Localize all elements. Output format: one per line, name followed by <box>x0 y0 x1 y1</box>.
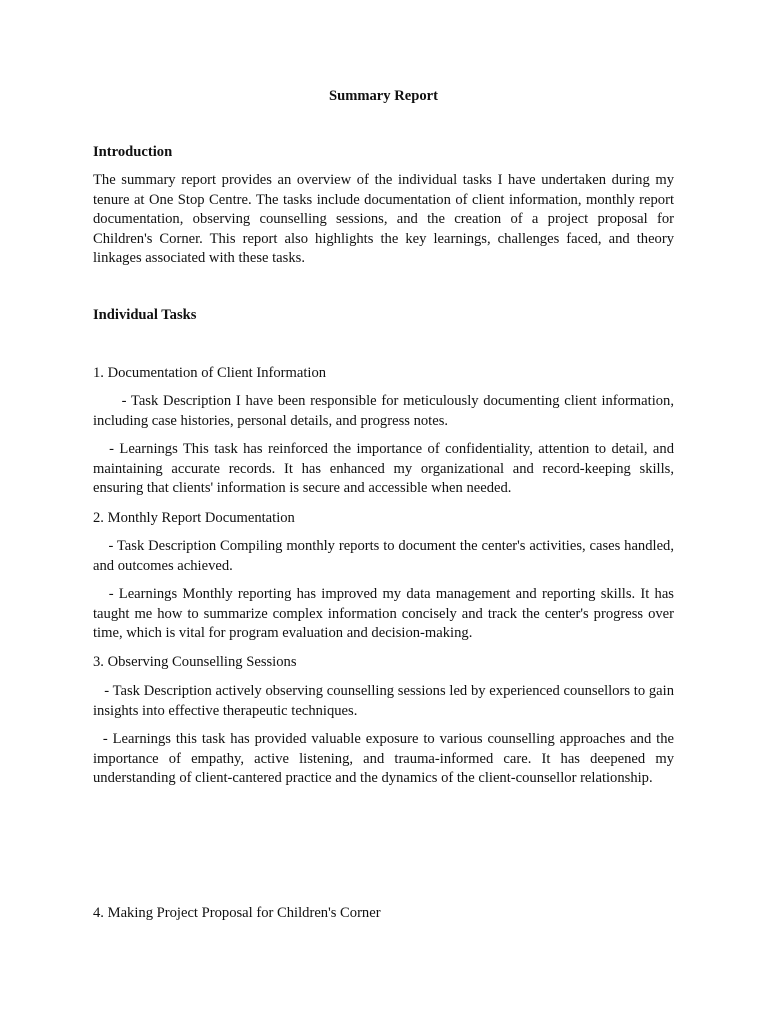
task-1-learnings: - Learnings This task has reinforced the importance of confidentiality, attention to detail, and maintaining accurate records. It has enhanced my organizational and record-keeping skills, ensuring that clients' information is secure and accessible when needed. <box>93 441 678 497</box>
task-1-title: 1. Documentation of Client Information <box>93 365 327 381</box>
introduction-heading: Introduction <box>93 144 173 160</box>
introduction-paragraph: The summary report provides an overview of the individual tasks I have undertaken during my tenure at One Stop Centre. The tasks include documentation of client information, monthly report documentation, observing counselling sessions, and the creation of a project proposal for Children's Corner. This report also highlights the key learnings, challenges faced, and theory linkages associated with these tasks. <box>93 172 674 267</box>
individual-tasks-heading: Individual Tasks <box>93 307 197 323</box>
task-2-description: - Task Description Compiling monthly reports to document the center's activities, cases handled, and outcomes achieved. <box>93 538 678 574</box>
task-3-title: 3. Observing Counselling Sessions <box>93 654 297 670</box>
task-2-learnings: - Learnings Monthly reporting has improved my data management and reporting skills. It has taught me how to summarize complex information concisely and track the center's progress over time, which is vital for program evaluation and decision-making. <box>93 586 678 642</box>
document-title: Summary Report <box>328 88 439 104</box>
task-1-description: - Task Description I have been responsible for meticulously documenting client information, including case histories, personal details, and progress notes. <box>93 393 678 429</box>
task-3-learnings: - Learnings this task has provided valuable exposure to various counselling approaches and the importance of empathy, active listening, and trauma-informed care. It has deepened my understanding of client-cantered practice and the dynamics of the client-counsellor relationship. <box>93 731 678 787</box>
task-2-title: 2. Monthly Report Documentation <box>93 510 295 526</box>
task-4-title: 4. Making Project Proposal for Children's Corner <box>93 905 381 921</box>
task-3-description: - Task Description actively observing counselling sessions led by experienced counsellors to gain insights into effective therapeutic techniques. <box>93 683 678 719</box>
